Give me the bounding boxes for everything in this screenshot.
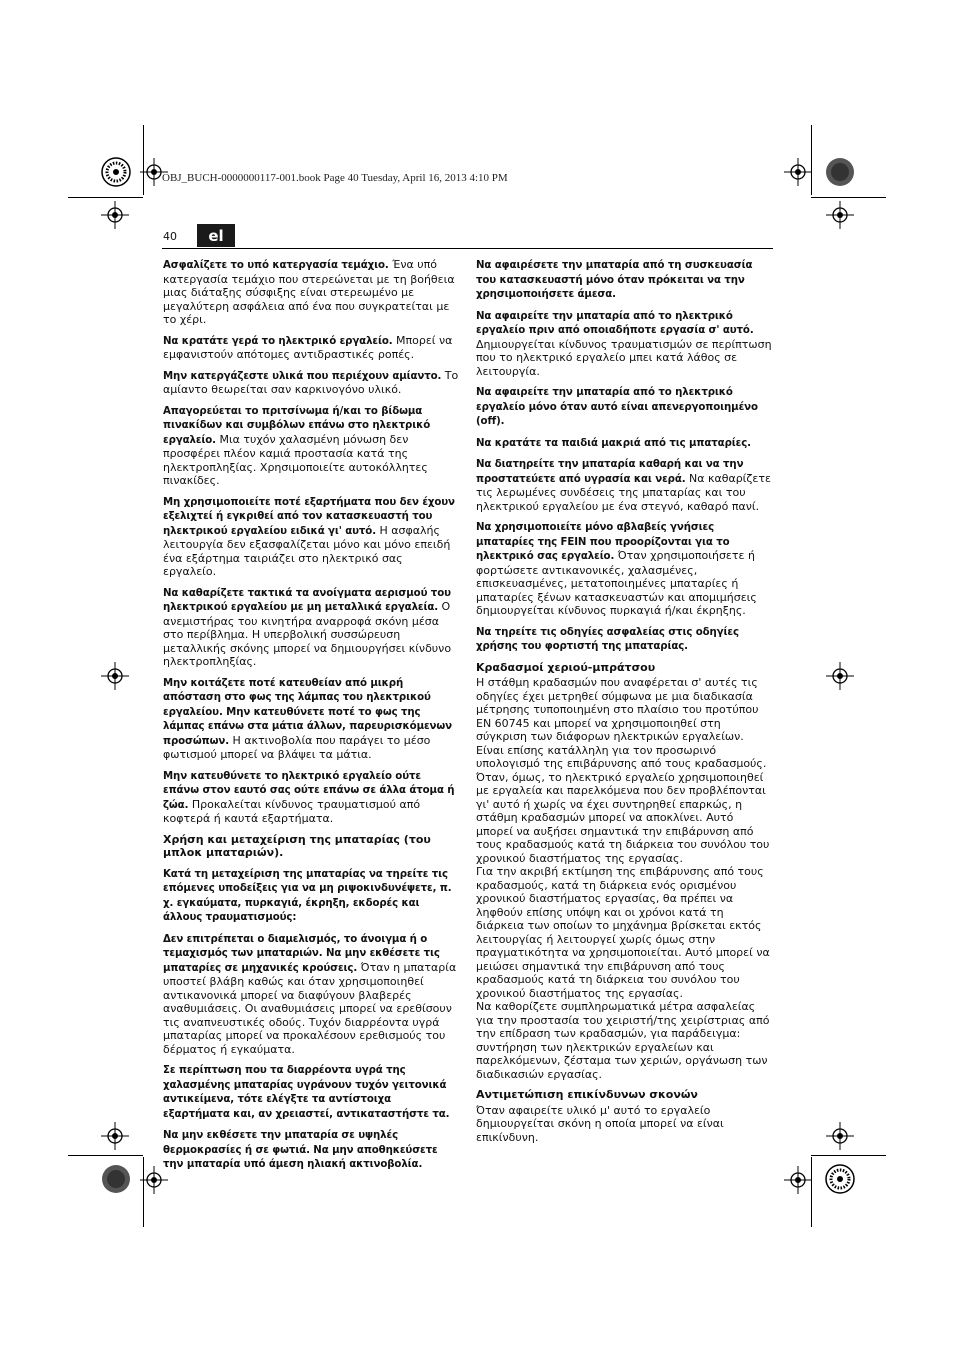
crosshair-mark-icon <box>826 662 854 690</box>
crosshair-mark-icon <box>784 158 812 186</box>
paragraph: Όταν αφαιρείτε υλικό μ' αυτό το εργαλείο δημιουργείται σκόνη η οποία μπορεί να είναι επικίνδυνη. <box>476 1103 724 1144</box>
bold-lead: Μην κατευθύνετε το ηλεκτρικό εργαλείο ούτε επάνω στον εαυτό σας ούτε επάνω σε άλλα άτομα ή ζώα. <box>163 770 455 811</box>
right-column <box>476 258 772 1151</box>
safety-paragraph <box>163 404 459 488</box>
safety-paragraph <box>163 676 459 762</box>
crop-mark <box>143 1157 144 1227</box>
safety-paragraph <box>163 932 459 1057</box>
bold-lead: Να αφαιρείτε την μπαταρία από το ηλεκτρικό εργαλείο μόνο όταν αυτό είναι απενεργοποιημένο (off). <box>476 387 758 427</box>
section-heading: Κραδασμοί χεριού-μπράτσου <box>476 660 656 674</box>
paragraph: Να καθορίζετε συμπληρωματικά μέτρα ασφαλείας για την προστασία του χειριστή/της χειρίστριας από την επίδραση των κραδασμών, για παράδειγμα: συντήρηση των ηλεκτρικών εργαλείων και παρελκόμενων, ζέσταμα των χεριών, οργάνωση των διαδικασιών εργασίας. <box>476 1000 770 1081</box>
section-heading: Χρήση και μεταχείριση της μπαταρίας (του μπλοκ μπαταριών). <box>163 832 431 859</box>
bold-lead: Να καθαρίζετε τακτικά τα ανοίγματα αερισμού του ηλεκτρικού εργαλείου με μη μεταλλικά εργαλεία. <box>163 587 451 613</box>
body-text: Προκαλείται κίνδυνος τραυματισμού από κοφτερά ή καυτά εξαρτήματα. <box>163 797 421 825</box>
safety-paragraph <box>476 309 772 379</box>
paragraph: Όταν, όμως, το ηλεκτρικό εργαλείο χρησιμοποιηθεί με εργαλεία και παρελκόμενα που δεν προβλέπονται γι' αυτό ή χωρίς να έχει συντηρηθεί επαρκώς, η στάθμη κραδασμών μπορεί να αποκλίνει. Αυτό μπορεί να αυξήσει σημαντικά την επιβάρυνση από τους κραδασμούς κατά τη διάρκεια του συνόλου του χρονικού διαστήματος της εργασίας. <box>476 770 770 865</box>
bold-lead: Να διατηρείτε την μπαταρία καθαρή και να την προστατεύετε από υγρασία και νερά. <box>476 459 744 485</box>
safety-paragraph <box>163 769 459 826</box>
section-heading: Αντιμετώπιση επικίνδυνων σκονών <box>476 1088 698 1101</box>
crop-mark <box>811 125 812 195</box>
paragraph: Για την ακριβή εκτίμηση της επιβάρυνσης από τους κραδασμούς, κατά τη διάρκεια ενός ορισμένου χρονικού διαστήματος εργασίας, θα πρέπει να ληφθούν επίσης υπόψη και οι χρόνοι κατά τη διάρκεια των οποίων το μηχάνημα βρίσκεται εκτός λειτουργίας ή λειτουργεί χωρίς όμως στην πραγματικότητα να χρησιμοποιείται. Αυτό μπορεί να μειώσει σημαντικά την επιβάρυνση από τους κραδασμούς κατά τη διάρκεια του συνόλου του χρονικού διαστήματος της εργασίας. <box>476 865 770 1000</box>
print-info-line: OBJ_BUCH-0000000117-001.book Page 40 Tuesday, April 16, 2013 4:10 PM <box>162 172 508 184</box>
bold-lead: Να αφαιρείτε την μπαταρία από το ηλεκτρικό εργαλείο πριν από οποιαδήποτε εργασία σ' αυτό. <box>476 310 754 336</box>
left-column <box>163 258 459 1179</box>
safety-paragraph <box>476 436 772 451</box>
bold-lead: Μην κατεργάζεστε υλικά που περιέχουν αμίαντο. <box>163 370 442 382</box>
safety-paragraph <box>163 867 459 925</box>
registration-mark-icon <box>824 1163 856 1195</box>
bold-lead: Απαγορεύεται το πριτσίνωμα ή/και το βίδωμα πινακίδων και συμβόλων επάνω στο ηλεκτρικό εργαλείο. <box>163 405 431 446</box>
registration-mark-icon <box>100 156 132 188</box>
body-text: Δημιουργείται κίνδυνος τραυματισμών σε περίπτωση που το ηλεκτρικό εργαλείο μπει κατά λάθος σε λειτουργία. <box>476 337 772 378</box>
bold-lead: Να κρατάτε γερά το ηλεκτρικό εργαλείο. <box>163 335 393 347</box>
body-text: Ο ανεμιστήρας του κινητήρα αναρροφά σκόνη μέσα στο περίβλημα. Η υπερβολική συσσώρευση μεταλλικής σκόνης μπορεί να δημιουργήσει κίνδυνο ηλεκτροπληξίας. <box>163 600 452 668</box>
crosshair-mark-icon <box>784 1166 812 1194</box>
paragraph: Η στάθμη κραδασμών που αναφέρεται σ' αυτές τις οδηγίες έχει μετρηθεί σύμφωνα με μια διαδικασία μέτρησης τυποποιημένη στο πλαίσιο του προτύπου EN 60745 και μπορεί να χρησιμοποιηθεί στη σύγκριση των διάφορων ηλεκτρικών εργαλείων. Είναι επίσης κατάλληλη για τον προσωρινό υπολογισμό της επιβάρυνσης από τους κραδασμούς. <box>476 676 767 770</box>
bold-lead: Να τηρείτε τις οδηγίες ασφαλείας στις οδηγίες χρήσης του φορτιστή της μπαταρίας. <box>476 626 739 652</box>
body-text: Η ακτινοβολία που παράγει το μέσο φωτισμού μπορεί να βλάψει τα μάτια. <box>163 733 431 761</box>
body-text: Να καθαρίζετε τις λερωμένες συνδέσεις της μπαταρίας και του ηλεκτρικού εργαλείου με ένα στεγνό, καθαρό πανί. <box>476 471 771 513</box>
body-text: Όταν η μπαταρία υποστεί βλάβη καθώς και όταν χρησιμοποιηθεί αντικανονικά μπορεί να διαφύγουν βλαβερές αναθυμιάσεις. Οι αναθυμιάσεις μπορεί να ερεθίσουν τις αναπνευστικές οδούς. Τυχόν διαρρέοντα υγρά μπαταρίας μπορεί να προκαλέσουν ερεθισμούς του δέρματος ή εγκαύματα. <box>163 960 457 1056</box>
crop-mark <box>143 125 144 195</box>
bold-lead: Μην κοιτάζετε ποτέ κατευθείαν από μικρή απόσταση στο φως της λάμπας του ηλεκτρικού εργαλείου. Μην κατευθύνετε ποτέ το φως της λάμπας επάνω στα μάτια άλλων, παρευρισκόμενων προσώπων. <box>163 677 452 747</box>
safety-paragraph <box>476 457 772 513</box>
header-rule <box>162 248 773 249</box>
safety-paragraph <box>163 369 459 397</box>
safety-paragraph <box>476 385 772 429</box>
crosshair-mark-icon <box>826 1122 854 1150</box>
safety-paragraph <box>476 625 772 654</box>
body-text: Όταν χρησιμοποιήσετε ή φορτώσετε αντικανονικές, χαλασμένες, επισκευασμένες, μετατοποιημένες μπαταρίες ή μπαταρίες ξένων κατασκευαστών και απομιμήσεις δημιουργείται κίνδυνος πυρκαγιά ή/και έκρηξης. <box>476 549 757 617</box>
crosshair-mark-icon <box>101 662 129 690</box>
body-text: Μια τυχόν χαλασμένη μόνωση δεν προσφέρει πλέον καμιά προστασία κατά της ηλεκτροπληξίας. Χρησιμοποιείτε αυτοκόλλητες πινακίδες. <box>163 432 428 487</box>
safety-paragraph <box>163 1128 459 1172</box>
crop-mark <box>811 197 886 198</box>
crosshair-mark-icon <box>101 1122 129 1150</box>
body-text: Μπορεί να εμφανιστούν απότομες αντιδραστικές ροπές. <box>163 333 453 361</box>
bold-lead: Ασφαλίζετε το υπό κατεργασία τεμάχιο. <box>163 260 389 271</box>
bold-lead: Να αφαιρέσετε την μπαταρία από τη συσκευασία του κατασκευαστή μόνο όταν πρόκειται να την χρησιμοποιήσετε άμεσα. <box>476 260 753 300</box>
safety-paragraph <box>163 258 459 327</box>
crosshair-mark-icon <box>826 201 854 229</box>
crop-mark <box>68 1155 143 1156</box>
bold-lead: Σε περίπτωση που τα διαρρέοντα υγρά της χαλασμένης μπαταρίας υγράνουν τυχόν γειτονικά αντικείμενα, τότε ελέγξτε τα αντίστοιχα εξαρτήματα και, αν χρειαστεί, αντικαταστήστε τα. <box>163 1065 450 1120</box>
bold-lead: Να κρατάτε τα παιδιά μακριά από τις μπαταρίες. <box>476 437 751 449</box>
body-text: Ένα υπό κατεργασία τεμάχιο που στερεώνεται με τη βοήθεια μιας διάταξης σύσφιξης είναι στερεωμένο με μεγαλύτερη ασφάλεια από ένα που συγκρατείται με το χέρι. <box>163 258 455 326</box>
safety-paragraph <box>163 495 459 579</box>
safety-paragraph <box>163 1063 459 1121</box>
safety-paragraph <box>163 586 459 669</box>
page-number: 40 <box>163 230 177 243</box>
language-badge: el <box>197 224 235 247</box>
registration-mark-icon <box>100 1163 132 1195</box>
crop-mark <box>68 197 143 198</box>
bold-lead: Κατά τη μεταχείριση της μπαταρίας να τηρείτε τις επόμενες υποδείξεις για να μη ριψοκινδυνέψετε, π. χ. εγκαύματα, πυρκαγιά, έκρηξη, εκδορές και άλλους τραυματισμούς: <box>163 868 452 923</box>
bold-lead: Να χρησιμοποιείτε μόνο αβλαβείς γνήσιες μπαταρίες της FEIN που προορίζονται για το ηλεκτρικό σας εργαλείο. <box>476 522 730 562</box>
body-text: Η ασφαλής λειτουργία δεν εξασφαλίζεται μόνο και μόνο επειδή ένα εξάρτημα ταιριάζει στο ηλεκτρικό σας εργαλείο. <box>163 523 451 578</box>
registration-mark-icon <box>824 156 856 188</box>
bold-lead: Να μην εκθέσετε την μπαταρία σε υψηλές θερμοκρασίες ή σε φωτιά. Να μην αποθηκεύσετε την μπαταρία υπό άμεση ηλιακή ακτινοβολία. <box>163 1130 438 1170</box>
crop-mark <box>811 1155 886 1156</box>
crosshair-mark-icon <box>101 201 129 229</box>
crop-mark <box>811 1157 812 1227</box>
bold-lead: Μη χρησιμοποιείτε ποτέ εξαρτήματα που δεν έχουν εξελιχτεί ή εγκριθεί από τον κατασκευαστή του ηλεκτρικού εργαλείου ειδικά γι' αυτό. <box>163 496 455 537</box>
safety-paragraph <box>476 520 772 618</box>
body-text: Το αμίαντο θεωρείται σαν καρκινογόνο υλικό. <box>163 368 459 396</box>
bold-lead: Δεν επιτρέπεται ο διαμελισμός, το άνοιγμα ή ο τεμαχισμός των μπαταριών. Να μην εκθέσετε τις μπαταρίες σε μηχανικές κρούσεις. <box>163 933 440 974</box>
safety-paragraph <box>476 258 772 302</box>
safety-paragraph <box>163 334 459 362</box>
